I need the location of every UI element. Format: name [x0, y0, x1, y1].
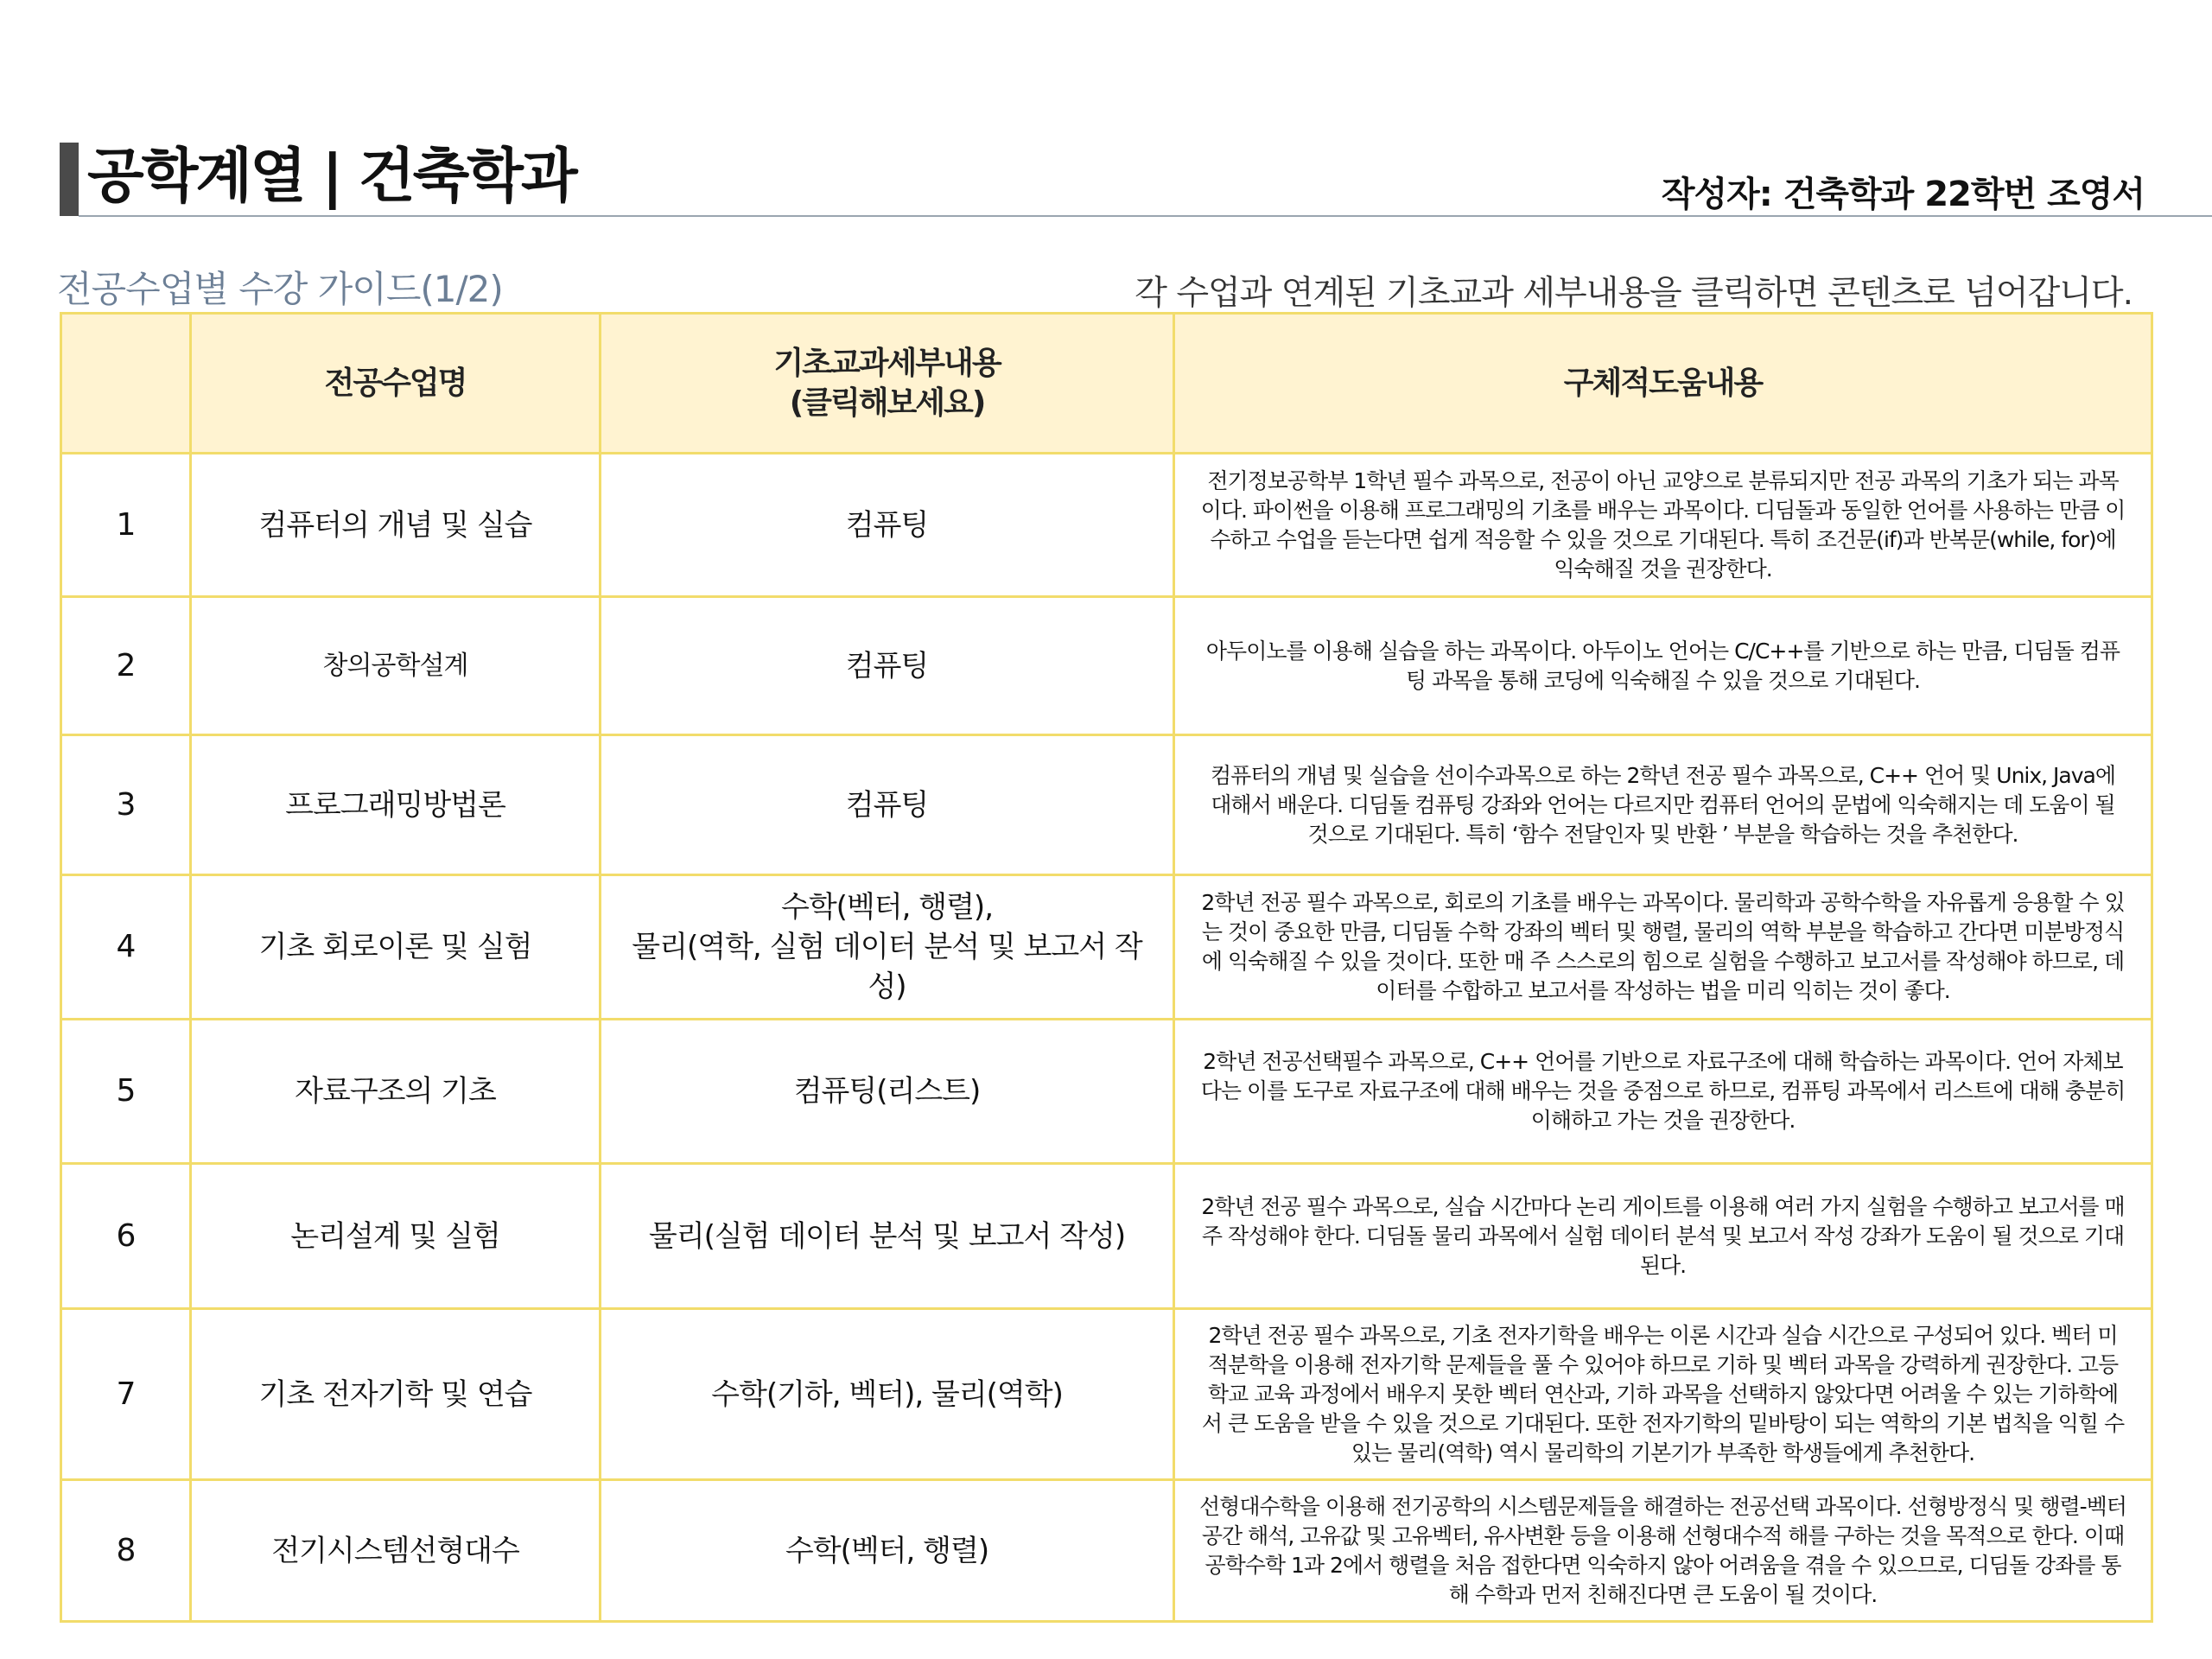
- course-name: 프로그래밍방법론: [191, 735, 601, 875]
- row-number: 5: [61, 1020, 191, 1164]
- header-basic-line2: (클릭해보세요): [789, 385, 985, 421]
- table-row: [61, 1164, 2152, 1309]
- author-label: 작성자: 건축학과 22학번 조영서: [1661, 175, 2145, 214]
- detail-description: 전기정보공학부 1학년 필수 과목으로, 전공이 아닌 교양으로 분류되지만 전공 과목의 기초가 되는 과목이다. 파이썬을 이용해 프로그래밍의 기초를 배우는 과목이다. 디딤돌과 동일한 언어를 사용하는 만큼 이수하고 수업을 듣는다면 쉽게 적응할 수 있을 것으로 기대된다. 특히 조건문(if)과 반복문(while, for)에 익숙해질 것을 권장한다.: [1174, 454, 2152, 597]
- course-name: 기초 회로이론 및 실험: [191, 875, 601, 1020]
- header-divider: [79, 215, 2212, 217]
- row-number: 7: [61, 1309, 191, 1480]
- header-basic-line1: 기초교과세부내용: [773, 345, 1001, 381]
- table-header-row: [61, 314, 2152, 454]
- course-name: 컴퓨터의 개념 및 실습: [191, 454, 601, 597]
- course-name: 자료구조의 기초: [191, 1020, 601, 1164]
- basic-content-link[interactable]: 수학(벡터, 행렬): [601, 1480, 1174, 1622]
- row-number: 3: [61, 735, 191, 875]
- basic-content-link[interactable]: 수학(벡터, 행렬), 물리(역학, 실험 데이터 분석 및 보고서 작성): [601, 875, 1174, 1020]
- table-row: [61, 1020, 2152, 1164]
- table-row: [61, 735, 2152, 875]
- basic-content-link[interactable]: 물리(실험 데이터 분석 및 보고서 작성): [601, 1164, 1174, 1309]
- page-title: 공학계열 | 건축학과: [87, 143, 575, 211]
- detail-description: 2학년 전공 필수 과목으로, 회로의 기초를 배우는 과목이다. 물리학과 공학수학을 자유롭게 응용할 수 있는 것이 중요한 만큼, 디딤돌 수학 강좌의 벡터 및 행렬, 물리의 역학 부분을 학습하고 간다면 미분방정식에 익숙해질 수 있을 것이다. 또한 매 주 스스로의 힘으로 실험을 수행하고 보고서를 작성해야 하므로, 데이터를 수합하고 보고서를 작성하는 법을 미리 익히는 것이 좋다.: [1174, 875, 2152, 1020]
- title-accent-bar: [60, 143, 79, 216]
- table-row: [61, 454, 2152, 597]
- row-number: 2: [61, 597, 191, 735]
- basic-content-link[interactable]: 컴퓨팅: [601, 454, 1174, 597]
- table-row: [61, 1480, 2152, 1622]
- header-basic-content: [601, 314, 1174, 454]
- course-name: 기초 전자기학 및 연습: [191, 1309, 601, 1480]
- basic-content-link[interactable]: 컴퓨팅: [601, 735, 1174, 875]
- basic-content-link[interactable]: 컴퓨팅: [601, 597, 1174, 735]
- table-row: [61, 1309, 2152, 1480]
- header-number: [61, 314, 191, 454]
- row-number: 6: [61, 1164, 191, 1309]
- detail-description: 아두이노를 이용해 실습을 하는 과목이다. 아두이노 언어는 C/C++를 기반으로 하는 만큼, 디딤돌 컴퓨팅 과목을 통해 코딩에 익숙해질 수 있을 것으로 기대된다.: [1174, 597, 2152, 735]
- header-course-name: 전공수업명: [191, 314, 601, 454]
- table-row: [61, 875, 2152, 1020]
- table-row: [61, 597, 2152, 735]
- detail-description: 컴퓨터의 개념 및 실습을 선이수과목으로 하는 2학년 전공 필수 과목으로, C++ 언어 및 Unix, Java에 대해서 배운다. 디딤돌 컴퓨팅 강좌와 언어는 다르지만 컴퓨터 언어의 문법에 익숙해지는 데 도움이 될 것으로 기대된다. 특히 ‘함수 전달인자 및 반환 ’ 부분을 학습하는 것을 추천한다.: [1174, 735, 2152, 875]
- section-subtitle: 전공수업별 수강 가이드(1/2): [57, 268, 503, 310]
- basic-content-link[interactable]: 수학(기하, 벡터), 물리(역학): [601, 1309, 1174, 1480]
- click-hint: 각 수업과 연계된 기초교과 세부내용을 클릭하면 콘텐츠로 넘어갑니다.: [1135, 274, 2133, 313]
- row-number: 1: [61, 454, 191, 597]
- course-name: 전기시스템선형대수: [191, 1480, 601, 1622]
- course-name: 창의공학설계: [191, 597, 601, 735]
- detail-description: 2학년 전공 필수 과목으로, 기초 전자기학을 배우는 이론 시간과 실습 시간으로 구성되어 있다. 벡터 미적분학을 이용해 전자기학 문제들을 풀 수 있어야 하므로 기하 및 벡터 과목을 강력하게 권장한다. 고등학교 교육 과정에서 배우지 못한 벡터 연산과, 기하 과목을 선택하지 않았다면 어려울 수 있는 기하학에서 큰 도움을 받을 수 있을 것으로 기대된다. 또한 전자기학의 밑바탕이 되는 역학의 기본 법칙을 익힐 수 있는 물리(역학) 역시 물리학의 기본기가 부족한 학생들에게 추천한다.: [1174, 1309, 2152, 1480]
- detail-description: 2학년 전공 필수 과목으로, 실습 시간마다 논리 게이트를 이용해 여러 가지 실험을 수행하고 보고서를 매 주 작성해야 한다. 디딤돌 물리 과목에서 실험 데이터 분석 및 보고서 작성 강좌가 도움이 될 것으로 기대된다.: [1174, 1164, 2152, 1309]
- course-name: 논리설계 및 실험: [191, 1164, 601, 1309]
- basic-content-link[interactable]: 컴퓨팅(리스트): [601, 1020, 1174, 1164]
- row-number: 8: [61, 1480, 191, 1622]
- row-number: 4: [61, 875, 191, 1020]
- header-detail: 구체적도움내용: [1174, 314, 2152, 454]
- detail-description: 2학년 전공선택필수 과목으로, C++ 언어를 기반으로 자료구조에 대해 학습하는 과목이다. 언어 자체보다는 이를 도구로 자료구조에 대해 배우는 것을 중점으로 하므로, 컴퓨팅 과목에서 리스트에 대해 충분히 이해하고 가는 것을 권장한다.: [1174, 1020, 2152, 1164]
- detail-description: 선형대수학을 이용해 전기공학의 시스템문제들을 해결하는 전공선택 과목이다. 선형방정식 및 행렬-벡터공간 해석, 고유값 및 고유벡터, 유사변환 등을 이용해 선형대수적 해를 구하는 것을 목적으로 한다. 이때 공학수학 1과 2에서 행렬을 처음 접한다면 익숙하지 않아 어려움을 겪을 수 있으므로, 디딤돌 강좌를 통해 수학과 먼저 친해진다면 큰 도움이 될 것이다.: [1174, 1480, 2152, 1622]
- course-guide-table: [60, 312, 2153, 1623]
